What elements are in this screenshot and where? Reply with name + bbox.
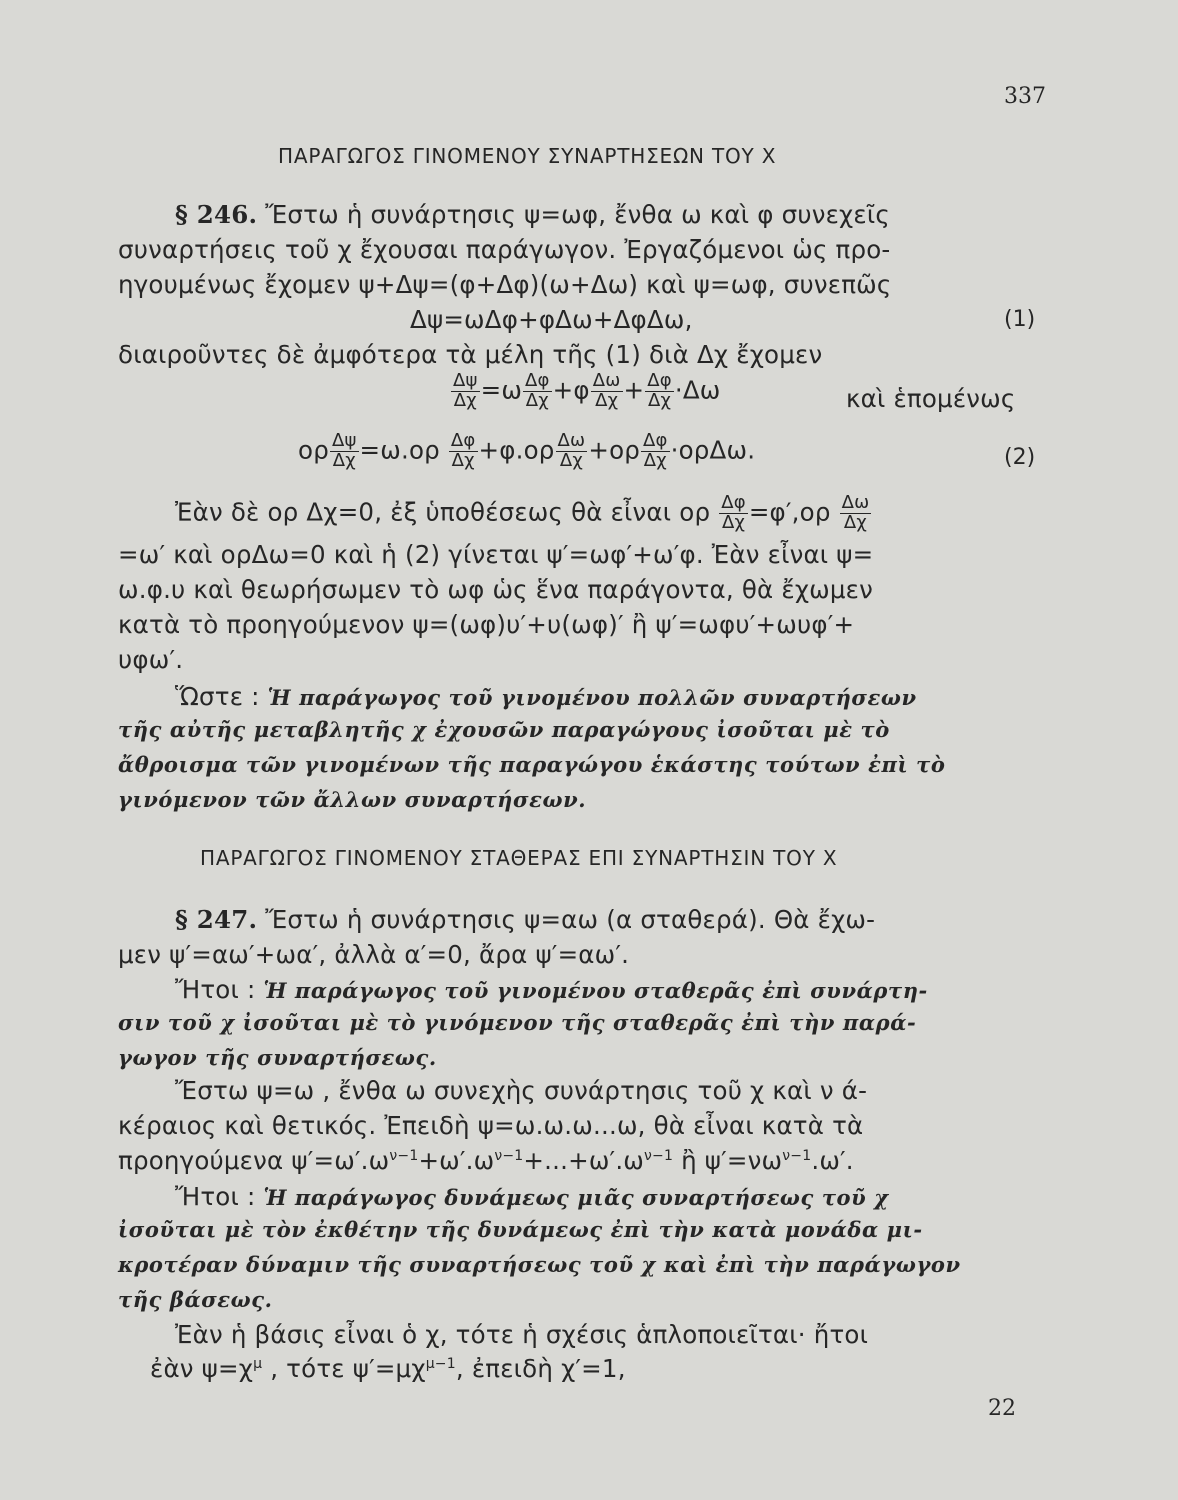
rule-power-line1 — [175, 1182, 889, 1211]
rule-label: Ὥστε : — [175, 682, 260, 711]
text: Ἐὰν δὲ ορ Δχ=0, ἐξ ὑποθέσεως θὰ εἶναι ορ — [175, 497, 711, 527]
rule-text: Ἡ παράγωγος τοῦ γινομένου σταθερᾶς ἐπὶ συνάρτη- — [263, 978, 928, 1003]
rule-text: Ἡ παράγωγος τοῦ γινομένου πολλῶν συναρτήσεων — [267, 685, 917, 710]
equation-2: ορ $\frac{\Delta\psi}{\Delta\chi}$ =ω.ορ $\frac{\Delta\varphi}{\Delta\chi}$ +φ.ορ $\frac{\Delta\omega}{\Delta\chi}$ +ορ $\frac{\Delta\varphi}{\Delta\chi}$ ·ορΔω. — [298, 430, 756, 471]
section-heading-product-functions: ΠΑΡΑΓΩΓΟΣ ΓΙΝΟΜΕΝΟΥ ΣΥΝΑΡΤΗΣΕΩΝ ΤΟΥ Χ — [278, 144, 777, 168]
paragraph-246-line6: =ω′ καὶ ορΔω=0 καὶ ἡ (2) γίνεται ψ′=ωφ′+ω′φ. Ἐὰν εἶναι ψ= — [118, 540, 874, 569]
equation-1-number: (1) — [1004, 307, 1036, 332]
rule-power-line3: κροτέραν δύναμιν τῆς συναρτήσεως τοῦ χ καὶ ἐπὶ τὴν παράγωγον — [118, 1252, 961, 1277]
rule-text: Ἡ παράγωγος δυνάμεως μιᾶς συναρτήσεως τοῦ χ — [263, 1185, 889, 1210]
paragraph-base-line2: ἐὰν $\psi=\chi^\mu$ , τότε $\psi'=\mu\chi^{\mu-1}$, ἐπειδὴ χ′=1, — [150, 1354, 626, 1383]
rule-247-line1 — [175, 975, 928, 1004]
paragraph-power-line3: προηγούμενα $\psi'=\omega'.\omega^{\nu-1}+\omega'.\omega^{\nu-1}+...+\omega'.\omega^{\nu-1}$ ἢ $\psi'=\nu\omega^{\nu-1}.\omega'$. — [118, 1146, 854, 1175]
paragraph-246-line4: διαιροῦντες δὲ ἀμφότερα τὰ μέλη τῆς (1) διὰ Δχ ἔχομεν — [118, 340, 823, 369]
rule-247-line2: σιν τοῦ χ ἰσοῦται μὲ τὸ γινόμενον τῆς σταθερᾶς ἐπὶ τὴν παρά- — [118, 1010, 917, 1035]
paragraph-246-line9: υφω′. — [118, 645, 184, 674]
section-number-247: § 247. — [175, 905, 258, 934]
rule-power-line4: τῆς βάσεως. — [118, 1287, 273, 1312]
paragraph-246-line8: κατὰ τὸ προηγούμενον ψ=(ωφ)υ′+υ(ωφ)′ ἢ ψ′=ωφυ′+ωυφ′+ — [118, 610, 855, 639]
rule-246-line4: γινόμενον τῶν ἄλλων συναρτήσεων. — [118, 787, 587, 812]
text: Ἔστω ἡ συνάρτησις ψ=αω (α σταθερά). Θὰ ἔχω- — [265, 905, 876, 934]
text: Ἔστω ἡ συνάρτησις ψ=ωφ, ἔνθα ω καὶ φ συνεχεῖς — [265, 200, 890, 229]
equation-quotient: $\frac{\Delta\psi}{\Delta\chi}$ =ω $\frac{\Delta\varphi}{\Delta\chi}$ +φ $\frac{\Delta\omega}{\Delta\chi}$ + $\frac{\Delta\varphi}{\Delta\chi}$ ·Δω — [453, 370, 721, 411]
paragraph-power-line2: κέραιος καὶ θετικός. Ἐπειδὴ ψ=ω.ω.ω...ω, θὰ εἶναι κατὰ τὰ — [118, 1111, 864, 1140]
paragraph-power-line1: Ἔστω ψ=ω , ἔνθα ω συνεχὴς συνάρτησις τοῦ χ καὶ ν ά- — [175, 1076, 868, 1105]
rule-label: Ἤτοι : — [175, 1182, 256, 1211]
paragraph-246-line7: ω.φ.υ καὶ θεωρήσωμεν τὸ ωφ ὡς ἕνα παράγοντα, θὰ ἔχωμεν — [118, 575, 874, 604]
equation-2-number: (2) — [1004, 445, 1036, 470]
rule-power-line2: ἰσοῦται μὲ τὸν ἐκθέτην τῆς δυνάμεως ἐπὶ τὴν κατὰ μονάδα μι- — [118, 1217, 923, 1242]
page-number: 337 — [1004, 84, 1046, 109]
paragraph-base-line1: Ἐὰν ἡ βάσις εἶναι ὁ χ, τότε ἡ σχέσις ἁπλοποιεῖται· ἤτοι — [175, 1320, 869, 1349]
paragraph-247-line1 — [175, 905, 875, 934]
paragraph-246-line1 — [175, 200, 890, 229]
equation-1: Δψ=ωΔφ+φΔω+ΔφΔω, — [410, 305, 693, 334]
footer-number: 22 — [988, 1396, 1016, 1421]
paragraph-246-line5: Ἐὰν δὲ ορ Δχ=0, ἐξ ὑποθέσεως θὰ εἶναι ορ $\frac{\Delta\varphi}{\Delta\chi}$ =φ′,ορ $\frac{\Delta\omega}{\Delta\chi}$ — [175, 492, 870, 533]
rule-label: Ἤτοι : — [175, 975, 256, 1004]
rule-247-line3: γωγον τῆς συναρτήσεως. — [118, 1045, 437, 1070]
paragraph-247-line2: μεν ψ′=αω′+ωα′, ἀλλὰ α′=0, ἄρα ψ′=αω′. — [118, 940, 630, 969]
rule-246-line1 — [175, 682, 917, 711]
section-number-246: § 246. — [175, 200, 258, 229]
rule-246-line2: τῆς αὐτῆς μεταβλητῆς χ ἐχουσῶν παραγώγους ἰσοῦται μὲ τὸ — [118, 717, 890, 742]
paragraph-246-line3: ηγουμένως ἔχομεν ψ+Δψ=(φ+Δφ)(ω+Δω) καὶ ψ=ωφ, συνεπῶς — [118, 270, 892, 299]
text-and-consequently: καὶ ἑπομένως — [846, 384, 1016, 413]
rule-246-line3: ἄθροισμα τῶν γινομένων τῆς παραγώγου ἑκάστης τούτων ἐπὶ τὸ — [118, 752, 946, 777]
section-heading-constant-product: ΠΑΡΑΓΩΓΟΣ ΓΙΝΟΜΕΝΟΥ ΣΤΑΘΕΡΑΣ ΕΠΙ ΣΥΝΑΡΤΗΣΙΝ ΤΟΥ Χ — [200, 846, 838, 870]
paragraph-246-line2: συναρτήσεις τοῦ χ ἔχουσαι παράγωγον. Ἐργαζόμενοι ὡς προ- — [118, 235, 891, 264]
